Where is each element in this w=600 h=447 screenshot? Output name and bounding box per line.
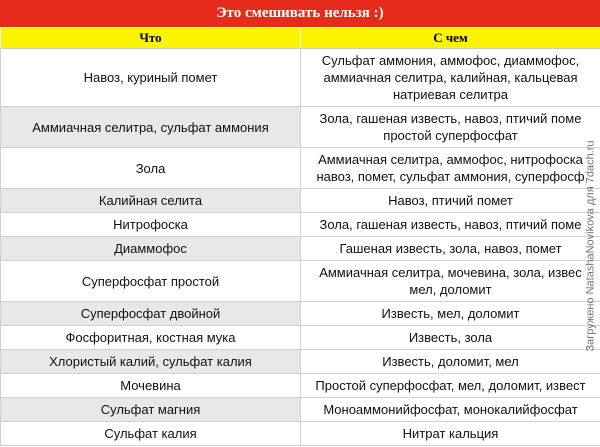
cell-what: Нитрофоска (1, 213, 301, 237)
table-row (1, 302, 600, 326)
cell-with-line: Известь, доломит, мел (382, 354, 519, 369)
cell-with-line: Навоз, птичий помет (388, 193, 513, 208)
cell-with-line: Зола, гашеная известь, навоз, птичий поме (319, 217, 582, 232)
cell-with (301, 350, 600, 374)
cell-with-line: Простой суперфосфат, мел, доломит, извест (315, 378, 586, 393)
cell-with-line: Известь, зола (408, 330, 493, 345)
cell-with-line: Аммиачная селитра, мочевина, зола, извес (319, 265, 582, 280)
cell-with-line: навоз, помет, сульфат аммония, суперфосф (316, 169, 585, 184)
cell-with (301, 237, 600, 261)
cell-what: Диаммофос (1, 237, 301, 261)
table-row (1, 148, 600, 189)
column-header-with: С чем (301, 28, 600, 49)
table-row (1, 189, 600, 213)
cell-what: Фосфоритная, костная мука (1, 326, 301, 350)
cell-with (301, 302, 600, 326)
cell-with (301, 148, 600, 189)
incompatibility-table (0, 27, 600, 446)
cell-with-line: Зола, гашеная известь, навоз, птичий поме (319, 111, 582, 126)
cell-with-line: аммиачная селитра, калийная, кальцевая (323, 70, 578, 85)
cell-what: Аммиачная селитра, сульфат аммония (1, 107, 301, 148)
table-row (1, 107, 600, 148)
cell-with-line: Гашеная известь, зола, навоз, помет (339, 241, 562, 256)
cell-with-line: Аммиачная селитра, аммофос, нитрофоска (318, 152, 583, 167)
cell-with (301, 422, 600, 446)
cell-what: Мочевина (1, 374, 301, 398)
cell-with (301, 107, 600, 148)
cell-with (301, 49, 600, 107)
cell-with-line: простой суперфосфат (383, 128, 518, 143)
cell-with (301, 398, 600, 422)
table-row (1, 261, 600, 302)
watermark-text: Загружено NatashaNovikova для 7dach.ru (585, 140, 598, 352)
cell-what: Зола (1, 148, 301, 189)
cell-with (301, 189, 600, 213)
table-row (1, 49, 600, 107)
table-row (1, 398, 600, 422)
cell-what: Хлористый калий, сульфат калия (1, 350, 301, 374)
cell-with-line: Нитрат кальция (402, 426, 499, 441)
cell-what: Суперфосфат двойной (1, 302, 301, 326)
cell-with-line: натриевая селитра (392, 87, 508, 102)
cell-what: Сульфат калия (1, 422, 301, 446)
cell-with-line: Моноаммонийфосфат, монокалийфосфат (323, 402, 578, 417)
cell-with-line: мел, доломит (409, 282, 492, 297)
cell-what: Калийная селита (1, 189, 301, 213)
cell-what: Навоз, куриный помет (1, 49, 301, 107)
cell-with (301, 213, 600, 237)
cell-with (301, 261, 600, 302)
table-body (1, 49, 600, 446)
header-row (1, 28, 600, 49)
cell-what: Сульфат магния (1, 398, 301, 422)
table-title: Это смешивать нельзя :) (0, 0, 600, 27)
cell-with (301, 374, 600, 398)
table-row (1, 350, 600, 374)
cell-what: Суперфосфат простой (1, 261, 301, 302)
column-header-what: Что (1, 28, 301, 49)
cell-with-line: Сульфат аммония, аммофос, диаммофос, (321, 53, 580, 68)
cell-with-line: Известь, мел, доломит (381, 306, 520, 321)
cell-with (301, 326, 600, 350)
table-row (1, 237, 600, 261)
table-row (1, 422, 600, 446)
table-row (1, 213, 600, 237)
table-row (1, 374, 600, 398)
table-row (1, 326, 600, 350)
